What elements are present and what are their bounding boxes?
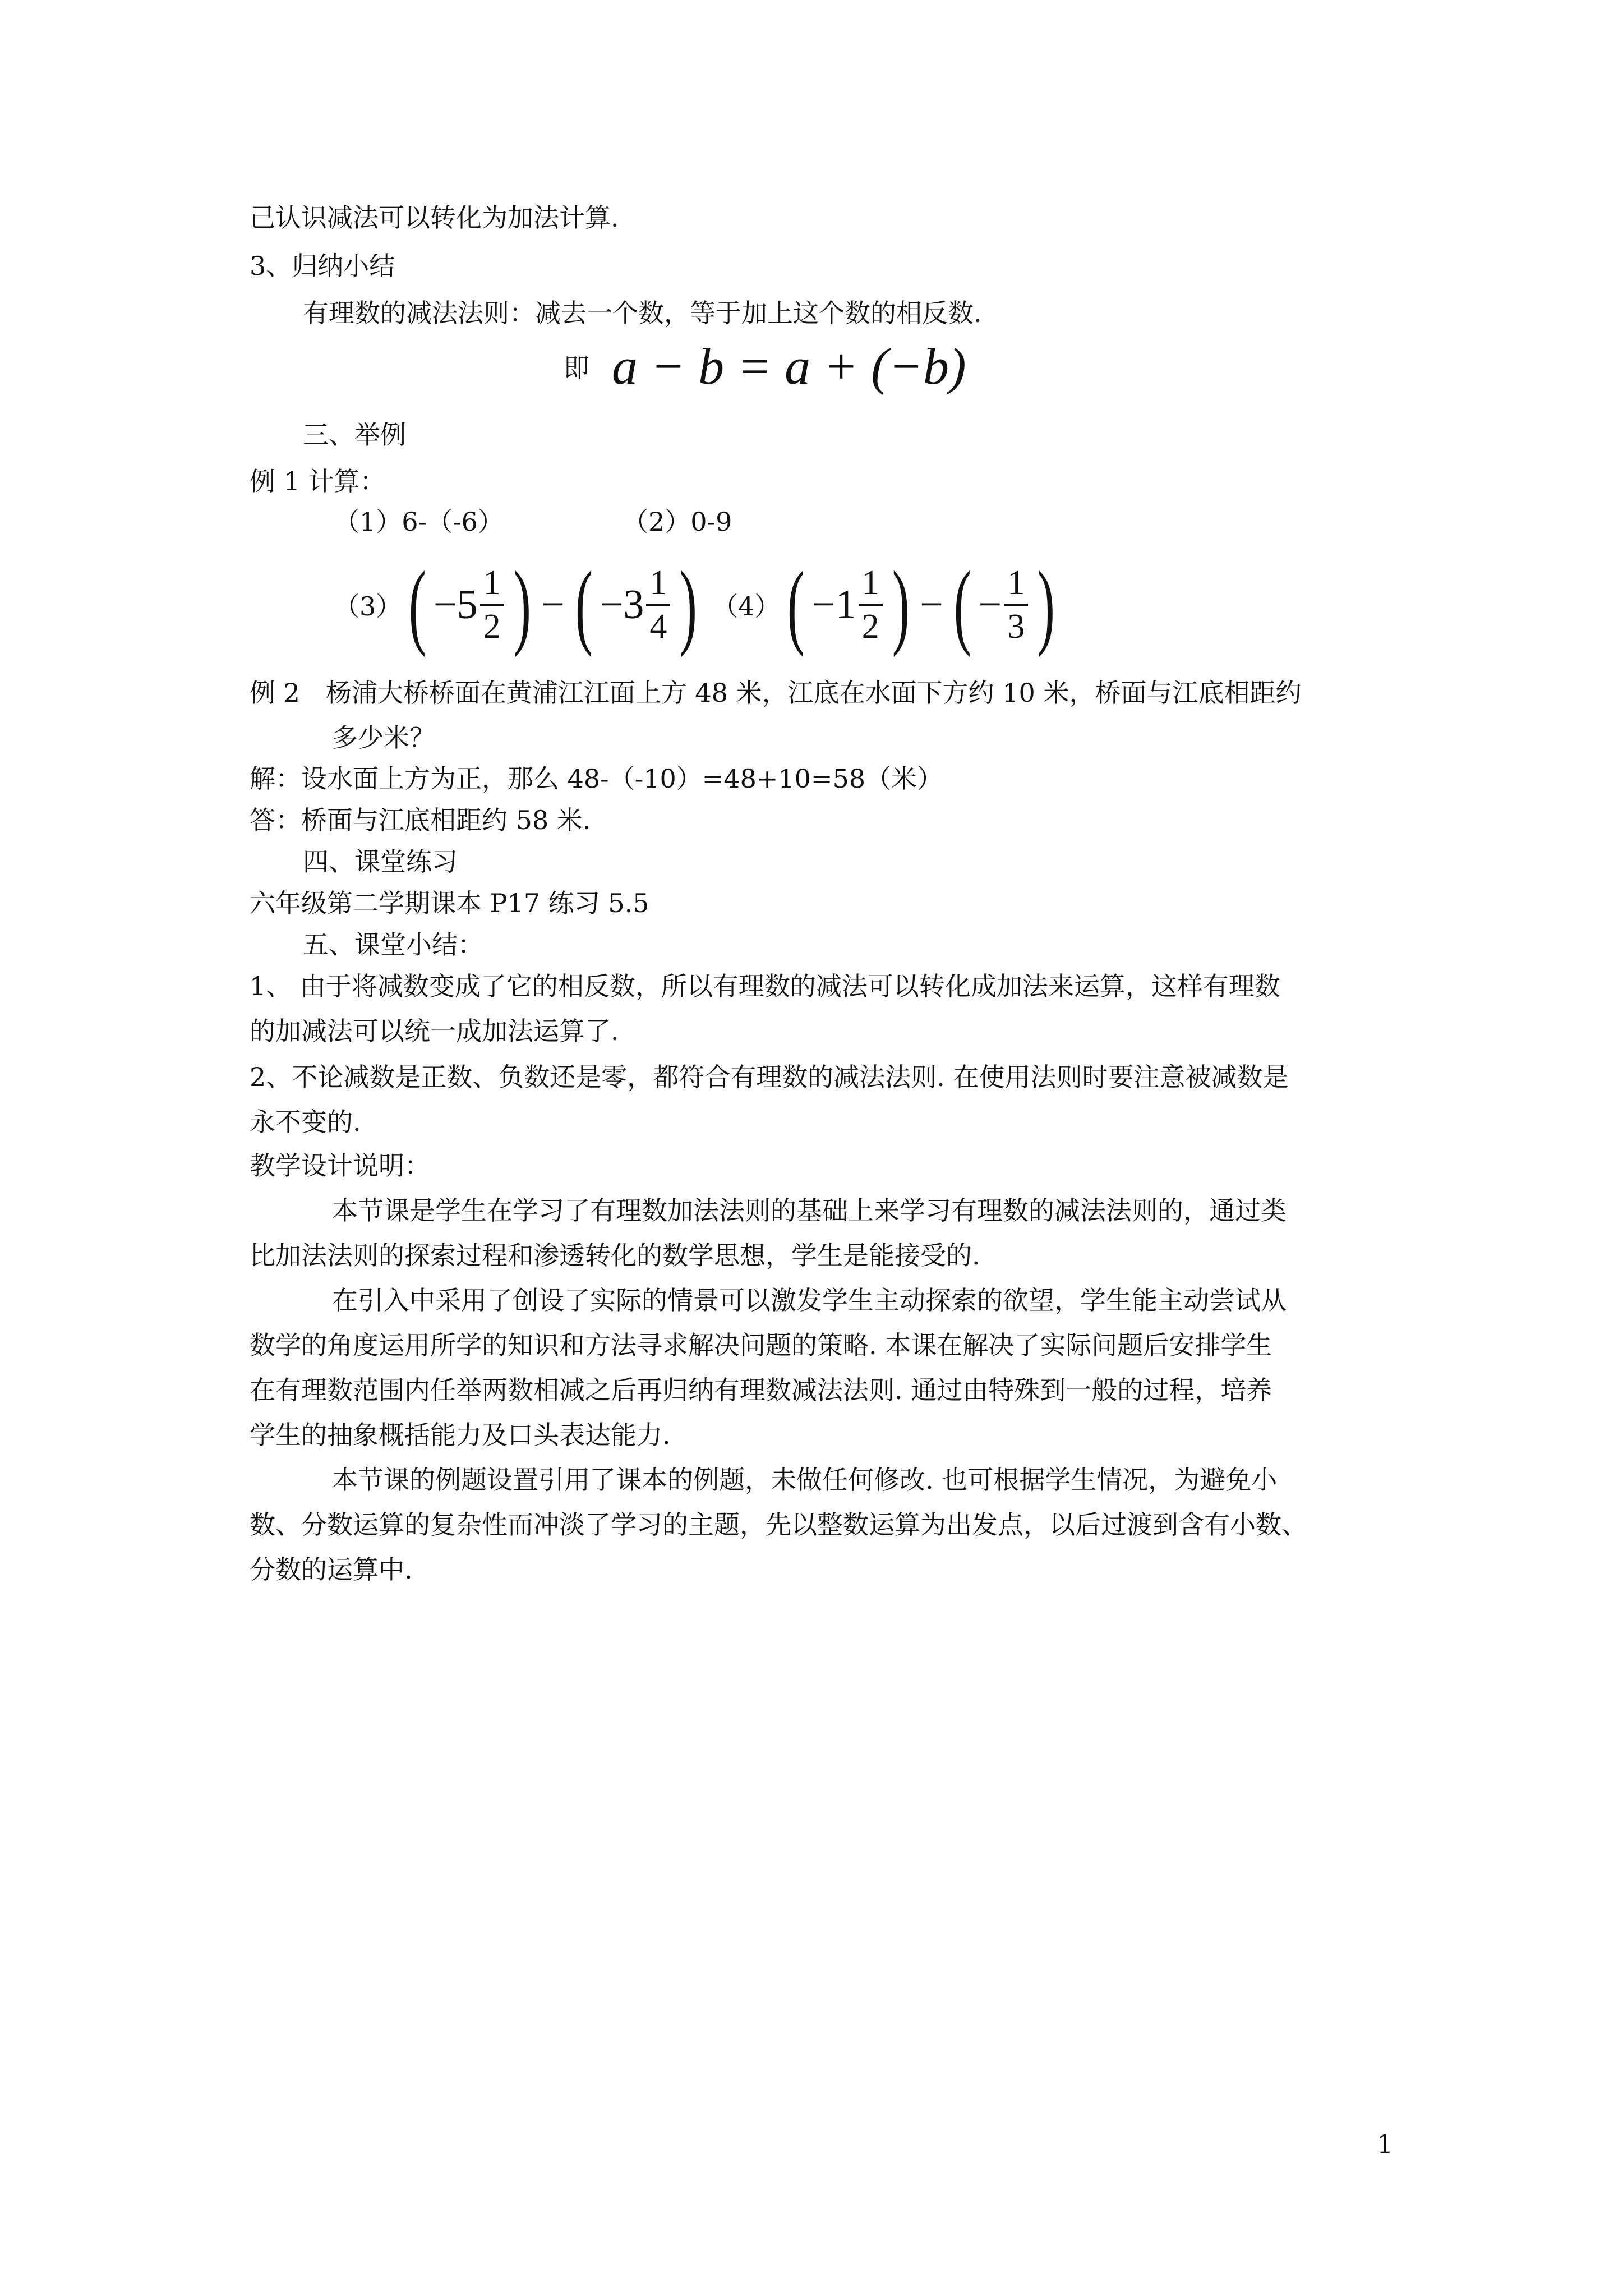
paragraph-line: 本节课的例题设置引用了课本的例题，未做任何修改. 也可根据学生情况，为避免小 [332, 1465, 1278, 1495]
paragraph-line: 比加法法则的探索过程和渗透转化的数学思想，学生是能接受的. [250, 1240, 980, 1271]
example-title: 例 1 计算： [250, 466, 386, 496]
section-heading: 五、课堂小结： [303, 930, 483, 960]
section-heading: 教学设计说明： [250, 1151, 430, 1181]
left-paren: ( [575, 552, 593, 657]
whole-part: − [978, 581, 1002, 628]
whole-part: −3 [600, 581, 644, 628]
exercise-2: （2）0-9 [623, 507, 732, 537]
numerator: 1 [1004, 565, 1028, 606]
fraction [1004, 565, 1028, 644]
paragraph-line: 分数的运算中. [250, 1554, 413, 1585]
right-paren: ) [892, 552, 910, 657]
exercise-4 [712, 554, 1062, 655]
numerator: 1 [646, 565, 670, 606]
example-title: 例 2 杨浦大桥桥面在黄浦江江面上方 48 米，江底在水面下方约 10 米，桥面与江底相距约 [250, 678, 1302, 708]
numerator: 1 [859, 565, 883, 606]
mixed-number [434, 565, 506, 644]
mixed-number [600, 565, 673, 644]
exercise-4-label: （4） [712, 591, 781, 622]
paragraph-line: 数学的角度运用所学的知识和方法寻求解决问题的策略. 本课在解决了实际问题后安排学生 [250, 1330, 1272, 1360]
exercise-1: （1）6-（-6） [334, 507, 504, 537]
left-paren: ( [787, 552, 805, 657]
solution-line: 解：设水面上方为正，那么 48-（-10）=48+10=58（米） [250, 763, 943, 794]
paragraph-line: 在有理数范围内任举两数相减之后再归纳有理数减法法则. 通过由特殊到一般的过程，培养 [250, 1375, 1272, 1405]
text-line: 六年级第二学期课本 P17 练习 5.5 [250, 888, 649, 918]
formula-prefix: 即 [564, 353, 589, 383]
section-heading: 三、举例 [303, 420, 406, 450]
paragraph-line: 在引入中采用了创设了实际的情景可以激发学生主动探索的欲望，学生能主动尝试从 [332, 1285, 1287, 1315]
section-heading: 四、课堂练习 [303, 846, 458, 877]
rule-text: 有理数的减法法则：减去一个数，等于加上这个数的相反数. [303, 298, 982, 328]
right-paren: ) [680, 552, 698, 657]
numerator: 1 [480, 565, 504, 606]
minus-sign: − [541, 581, 565, 628]
text-line: 己认识减法可以转化为加法计算. [250, 203, 619, 233]
fraction [646, 565, 670, 644]
paragraph-line: 数、分数运算的复杂性而冲淡了学习的主题，先以整数运算为出发点，以后过渡到含有小数、 [250, 1510, 1307, 1540]
right-paren: ) [513, 552, 531, 657]
text-line: 多少米？ [332, 723, 435, 753]
whole-part: −5 [433, 581, 478, 628]
denominator: 2 [483, 608, 501, 646]
mixed-number [812, 565, 885, 644]
left-paren: ( [953, 552, 971, 657]
fraction [859, 565, 883, 644]
subtraction-formula [564, 337, 966, 396]
mixed-number [979, 565, 1031, 644]
denominator: 4 [649, 608, 667, 646]
right-paren: ) [1038, 552, 1055, 657]
text-line: 的加减法可以统一成加法运算了. [250, 1016, 619, 1046]
paragraph-line: 学生的抽象概括能力及口头表达能力. [250, 1420, 671, 1450]
summary-item: 2、不论减数是正数、负数还是零，都符合有理数的减法法则. 在使用法则时要注意被减数是 [250, 1062, 1289, 1092]
page-number: 1 [1377, 2129, 1394, 2159]
denominator: 2 [861, 608, 879, 646]
minus-sign: − [920, 581, 943, 628]
summary-item: 1、 由于将减数变成了它的相反数，所以有理数的减法可以转化成加法来运算，这样有理数 [250, 971, 1280, 1001]
denominator: 3 [1007, 608, 1025, 646]
formula-expression: a − b = a + (−b) [612, 338, 966, 395]
exercise-3 [334, 554, 704, 655]
section-heading: 3、归纳小结 [250, 251, 395, 281]
whole-part: −1 [811, 581, 856, 628]
exercise-3-label: （3） [334, 591, 402, 622]
paragraph-line: 本节课是学生在学习了有理数加法法则的基础上来学习有理数的减法法则的，通过类 [332, 1195, 1287, 1226]
fraction [480, 565, 504, 644]
left-paren: ( [409, 552, 427, 657]
answer-line: 答：桥面与江底相距约 58 米. [250, 805, 591, 835]
text-line: 永不变的. [250, 1107, 361, 1137]
